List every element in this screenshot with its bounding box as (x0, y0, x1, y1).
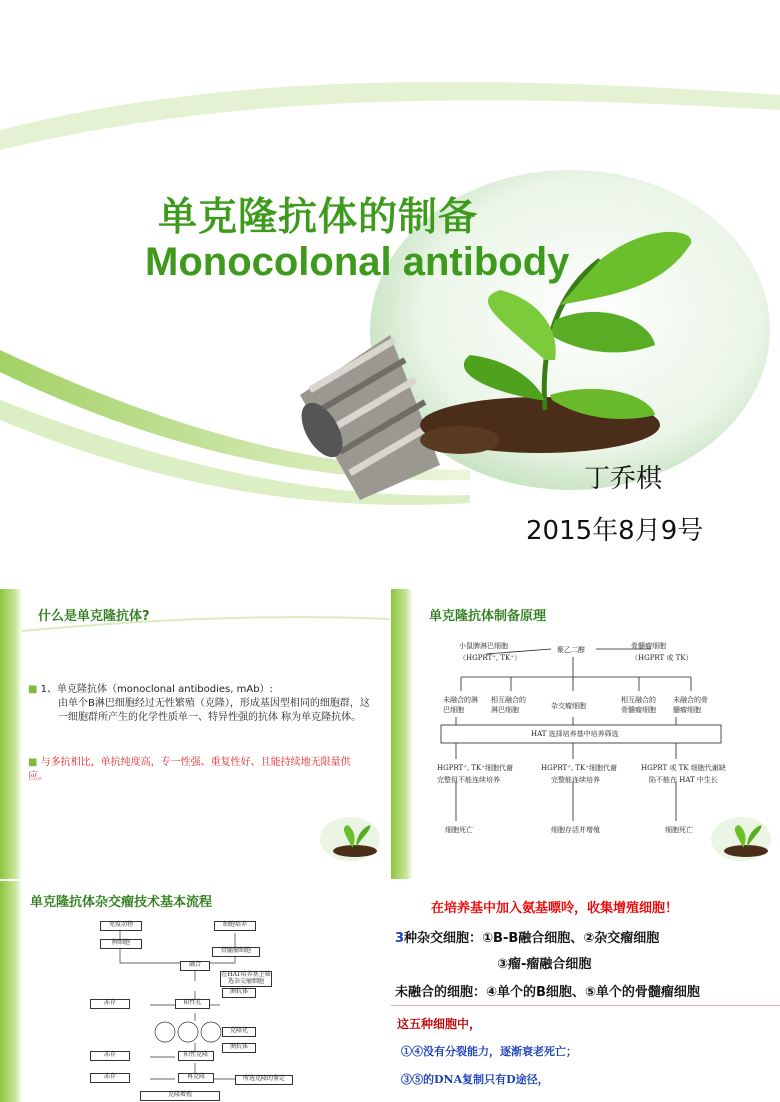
cell-type-4: 相互融合的骨髓瘤细胞 (621, 696, 656, 714)
outcome-left: 细胞死亡 (445, 826, 473, 834)
result-right-2: 陷不能在 HAT 中生长 (649, 776, 718, 784)
death-note: ①④没有分裂能力，逐渐衰老死亡； (401, 1045, 577, 1058)
lymphocyte-label: 小鼠脾淋巴细胞 (459, 642, 508, 650)
flow-box-positive-well: 阳性孔 (175, 999, 210, 1009)
principle-slide (391, 589, 780, 879)
definition-heading: 1、单克隆抗体（monoclonal antibodies, mAb）: (40, 684, 273, 695)
definition-slide (0, 589, 389, 879)
result-mid-2: 完整能连续培养 (551, 776, 600, 784)
flow-box-clone: 克隆化 (222, 1027, 256, 1037)
cell-type-1: 未融合的淋巴细胞 (443, 696, 478, 714)
result-left-2: 完整但不能连续培养 (437, 776, 500, 784)
peg-label: 聚乙二醇 (557, 646, 585, 654)
result-left-1: HGPRT⁺, TK⁺细胞代谢 (437, 764, 513, 772)
slide-decoration (0, 589, 389, 879)
comparison-text: 与多抗相比，单抗纯度高，专一性强、重复性好、且能持续地无限量供应。 (28, 757, 351, 782)
cell-type-5: 未融合的骨髓瘤细胞 (673, 696, 708, 714)
unfused-cells-line: 未融合的细胞：④单个的B细胞、⑤单个的骨髓瘤细胞 (395, 985, 700, 1000)
author-name: 丁乔棋 (584, 464, 663, 494)
flow-box-hat: 在HAT培养基上筛选杂交瘤细胞 (220, 971, 272, 987)
flow-box-reclone: 再克隆 (178, 1073, 214, 1083)
outcome-right: 细胞死亡 (665, 826, 693, 834)
presentation-date: 2015年8月9号 (526, 516, 704, 546)
slide-title: 单克隆抗体制备原理 (429, 609, 547, 624)
flow-box-freeze-3: 冻存 (90, 1073, 130, 1083)
myeloma-genotype: （HGPRT 或 TK） (631, 654, 693, 662)
myeloma-label: 骨髓瘤细胞 (631, 642, 666, 650)
flow-box-freeze-1: 冻存 (90, 999, 130, 1009)
selection-slide (391, 881, 780, 1102)
flow-box-culture: 细胞培养 (214, 921, 256, 931)
slide-title: 什么是单克隆抗体? (38, 609, 150, 624)
flow-box-test-2: 测抗体 (222, 1043, 256, 1053)
result-mid-1: HGPRT⁺, TK⁺细胞代谢 (541, 764, 617, 772)
flow-box-test-1: 测抗体 (222, 988, 256, 998)
cell-type-3: 杂交瘤细胞 (551, 702, 586, 710)
flow-box-myeloma: 骨髓瘤细胞 (212, 947, 260, 957)
definition-text: 由单个B淋巴细胞经过无性繁殖（克隆），形成基因型相同的细胞群，这一细胞群所产生的化学性质单一、特异性强的抗体 称为单克隆抗体。 (58, 698, 370, 723)
hybrid-cells-line (395, 927, 659, 946)
flow-box-expand: 克隆增殖 (140, 1091, 220, 1101)
definition-paragraph: ■ 1、单克隆抗体（monoclonal antibodies, mAb）: 由单个B淋巴细胞经过无性繁殖（克隆），形成基因型相同的细胞群，这一细胞群所产生的化学性质单一、特异性强的抗体 称为单克隆抗体。 (28, 684, 370, 723)
slide-title: 单克隆抗体杂交瘤技术基本流程 (30, 895, 213, 910)
flowchart-lines (0, 881, 389, 1102)
result-right-1: HGPRT 或 TK 细胞代谢缺 (641, 764, 726, 772)
separator (391, 1005, 780, 1006)
page-title: 单克隆抗体的制备 (158, 195, 479, 240)
flowchart-slide (0, 881, 389, 1102)
flow-box-freeze-2: 冻存 (90, 1051, 130, 1061)
flow-box-immunize: 免疫动物 (100, 921, 142, 931)
flow-box-fusion: 融合 (180, 961, 210, 971)
slide-title: 在培养基中加入氨基嘌呤，收集增殖细胞！ (431, 901, 679, 916)
comparison-paragraph: ■ 与多抗相比，单抗纯度高，专一性强、重复性好、且能持续地无限量供应。 (28, 757, 351, 782)
dna-pathway-note: ③⑤的DNA复制只有D途径， (401, 1073, 549, 1086)
page-subtitle: Monocolonal antibody (145, 240, 570, 284)
cell-type-2: 相互融合的淋巴细胞 (491, 696, 526, 714)
hybrid-count: 3 (395, 931, 405, 946)
hybrid-cells-text: 种杂交细胞：①B-B融合细胞、②杂交瘤细胞 (404, 931, 660, 946)
flow-box-positive-clone: 阳性克隆 (178, 1051, 214, 1061)
outcome-mid: 细胞存活并增殖 (551, 826, 600, 834)
five-cells-intro: 这五种细胞中， (397, 1017, 482, 1031)
tumor-fusion-line: ③瘤-瘤融合细胞 (497, 957, 592, 972)
flow-box-identify: 所选克隆的鉴定 (235, 1075, 293, 1085)
hat-selection-label: HAT 选择培养基中培养筛选 (531, 730, 619, 738)
lymphocyte-genotype: （HGPRT⁺, TK⁺） (459, 654, 521, 662)
flow-box-spleen: 脾细胞 (100, 939, 142, 949)
